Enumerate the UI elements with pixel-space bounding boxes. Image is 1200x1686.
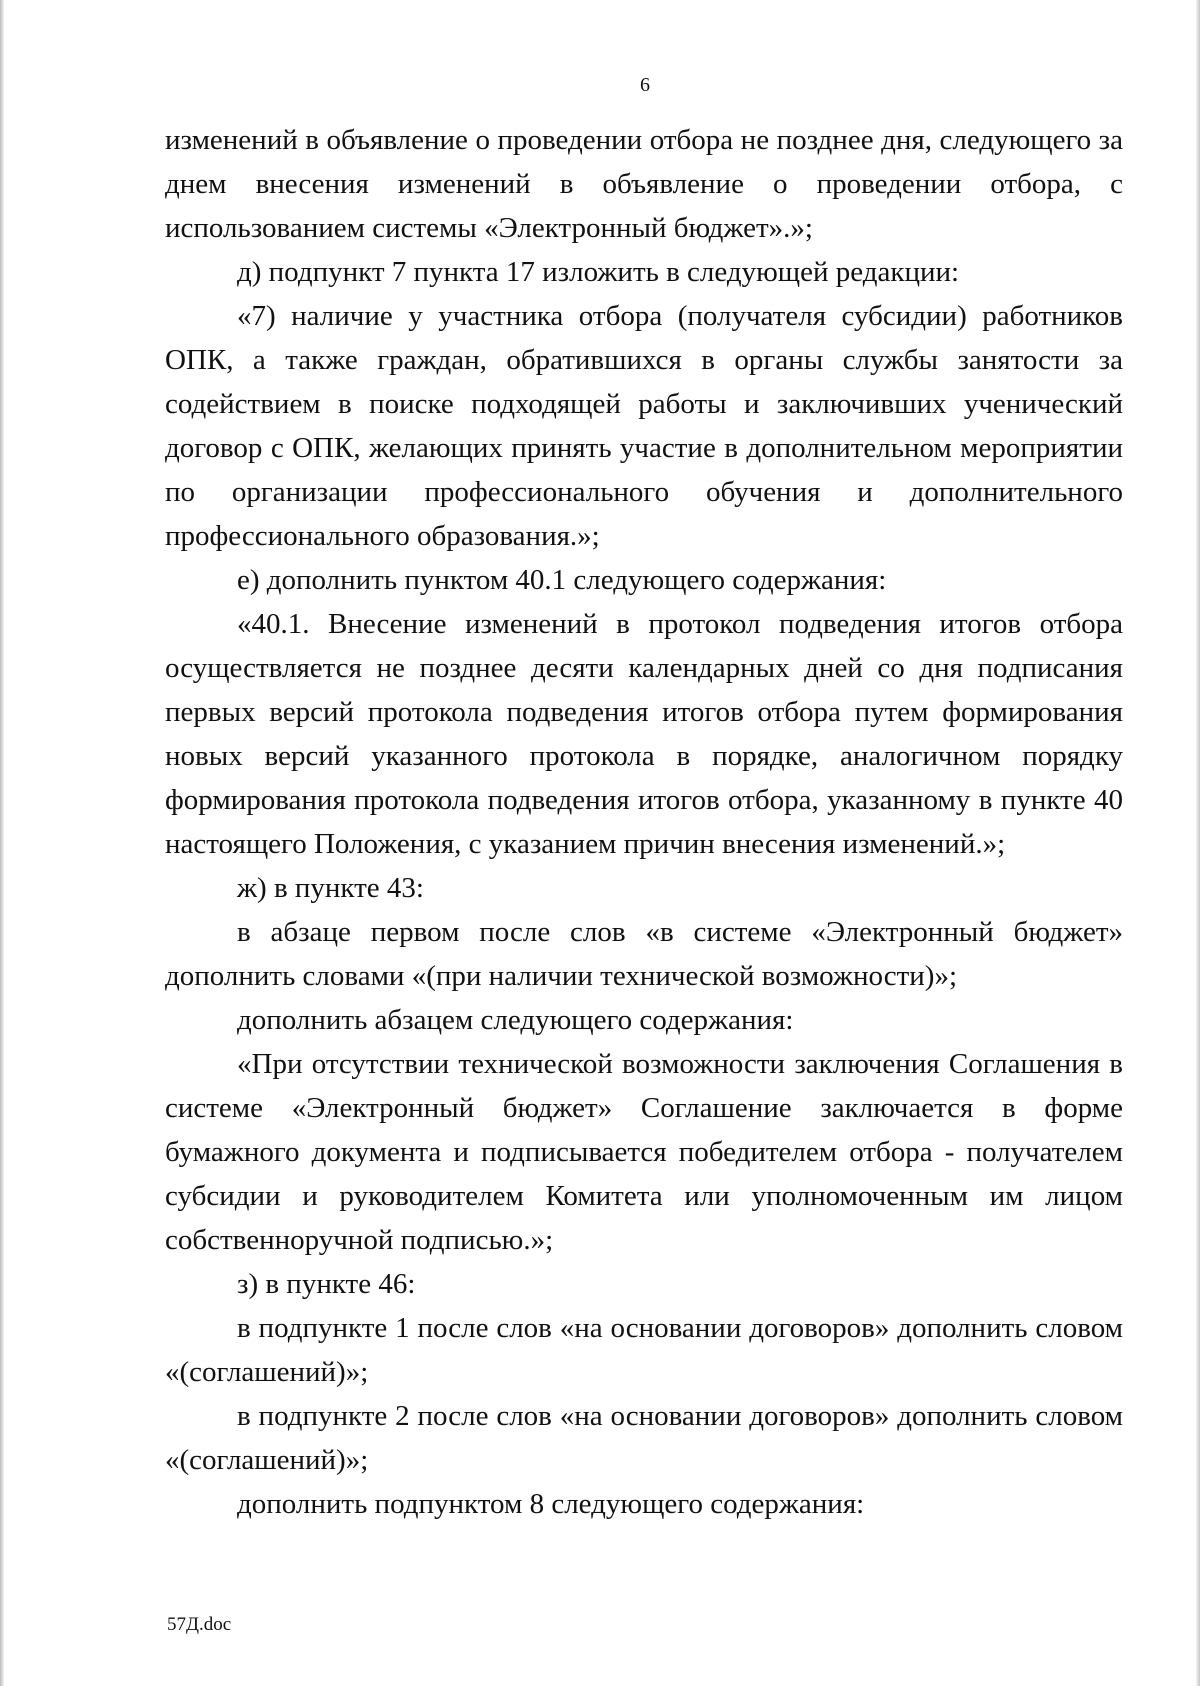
paragraph-continuation: изменений в объявление о проведении отбора не позднее дня, следующего за днем внесения изменений в объявление о проведении отбора, с использованием системы «Электронный бюджет».»; [165, 124, 1123, 244]
paragraph-add-abzac: дополнить абзацем следующего содержания: [237, 1004, 794, 1036]
paragraph-quote-7: «7) наличие у участника отбора (получателя субсидии) работников ОПК, а также граждан, обратившихся в органы службы занятости за содействием в поиске подходящей работы и заключивших ученический договор с ОПК, желающих принять участие в дополнительном мероприятии по организации профессионального обучения и дополнительного профессионального образования.»; [165, 300, 1123, 552]
paragraph-subitem-1: в подпункте 1 после слов «на основании договоров» дополнить словом «(соглашений)»; [165, 1312, 1123, 1388]
paragraph-first-abzac: в абзаце первом после слов «в системе «Электронный бюджет» дополнить словами «(при наличии технической возможности)»; [165, 916, 1123, 992]
page-number: 6 [640, 74, 650, 96]
scan-edge-left [0, 0, 4, 1686]
paragraph-subitem-2: в подпункте 2 после слов «на основании договоров» дополнить словом «(соглашений)»; [165, 1400, 1123, 1476]
paragraph-item-d: д) подпункт 7 пункта 17 изложить в следующей редакции: [237, 256, 960, 288]
paragraph-add-subitem-8: дополнить подпунктом 8 следующего содержания: [237, 1488, 865, 1520]
paragraph-quote-40-1: «40.1. Внесение изменений в протокол подведения итогов отбора осуществляется не позднее десяти календарных дней со дня подписания первых версий протокола подведения итогов отбора путем формирования новых версий указанного протокола в порядке, аналогичном порядку формирования протокола подведения итогов отбора, указанному в пункте 40 настоящего Положения, с указанием причин внесения изменений.»; [165, 608, 1123, 860]
paragraph-item-e: е) дополнить пунктом 40.1 следующего содержания: [237, 564, 887, 596]
paragraph-item-z: з) в пункте 46: [237, 1268, 416, 1300]
paragraph-quote-agreement: «При отсутствии технической возможности заключения Соглашения в системе «Электронный бюджет» Соглашение заключается в форме бумажного документа и подписывается победителем отбора - получателем субсидии и руководителем Комитета или уполномоченным им лицом собственноручной подписью.»; [165, 1048, 1123, 1256]
document-body [165, 118, 1123, 1526]
paragraph-item-zh: ж) в пункте 43: [237, 872, 424, 904]
file-name-footer: 57Д.doc [167, 1614, 232, 1635]
scan-edge-right [1196, 0, 1200, 1686]
